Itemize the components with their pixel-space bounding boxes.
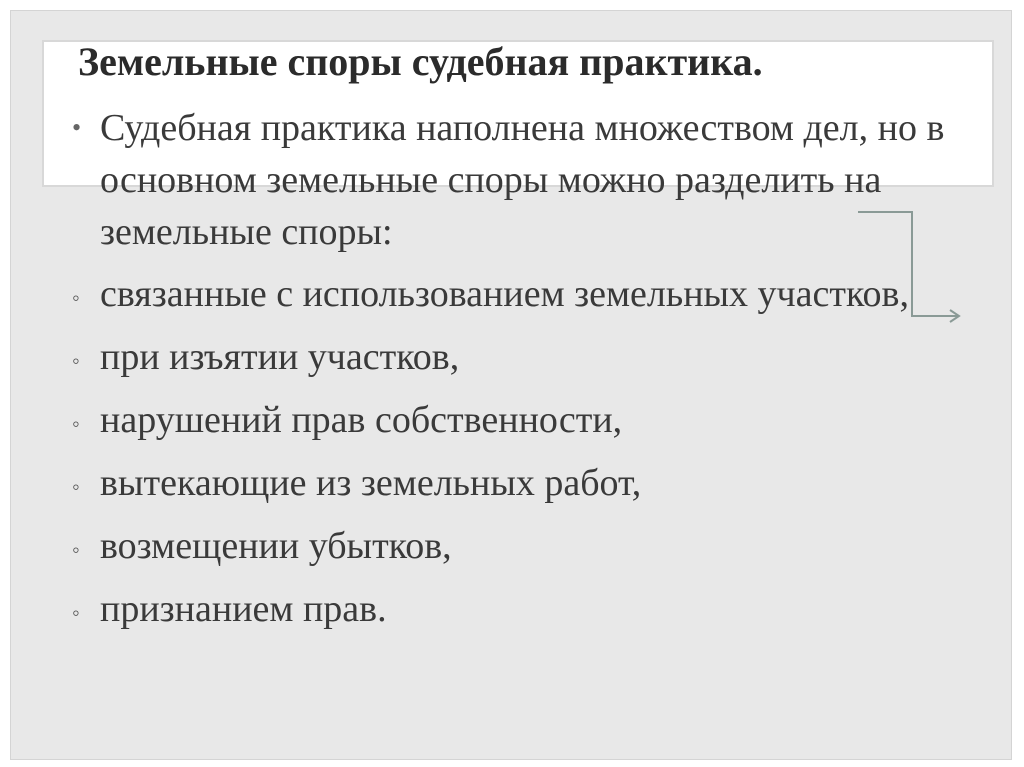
list-item-text: при изъятии участков, (100, 336, 460, 378)
list-item (72, 520, 972, 572)
list-item-text: вытекающие из земельных работ, (100, 462, 642, 504)
slide-title: Земельные споры судебная практика. (78, 39, 763, 84)
list-item (72, 394, 972, 446)
sub-bullet-icon: ◦ (72, 411, 80, 436)
intro-paragraph (72, 102, 972, 258)
list-item-text: нарушений прав собственности, (100, 399, 623, 441)
sub-bullet-icon: ◦ (72, 348, 80, 373)
list-item-text: возмещении убытков, (100, 525, 452, 567)
list-item (72, 583, 972, 635)
list-item-text: признанием прав. (100, 588, 387, 630)
sub-bullet-icon: ◦ (72, 474, 80, 499)
list-item (72, 268, 972, 320)
dispute-types-list (72, 268, 972, 635)
sub-bullet-icon: ◦ (72, 600, 80, 625)
list-item (72, 331, 972, 383)
sub-bullet-icon: ◦ (72, 285, 80, 310)
bent-arrow-icon (858, 208, 968, 328)
intro-text: Судебная практика наполнена множеством дел, но в основном земельные споры можно разделить на земельные споры: (100, 107, 945, 253)
list-item (72, 457, 972, 509)
bullet-icon: • (72, 113, 82, 142)
list-item-text: связанные с использованием земельных участков, (100, 273, 909, 315)
sub-bullet-icon: ◦ (72, 537, 80, 562)
